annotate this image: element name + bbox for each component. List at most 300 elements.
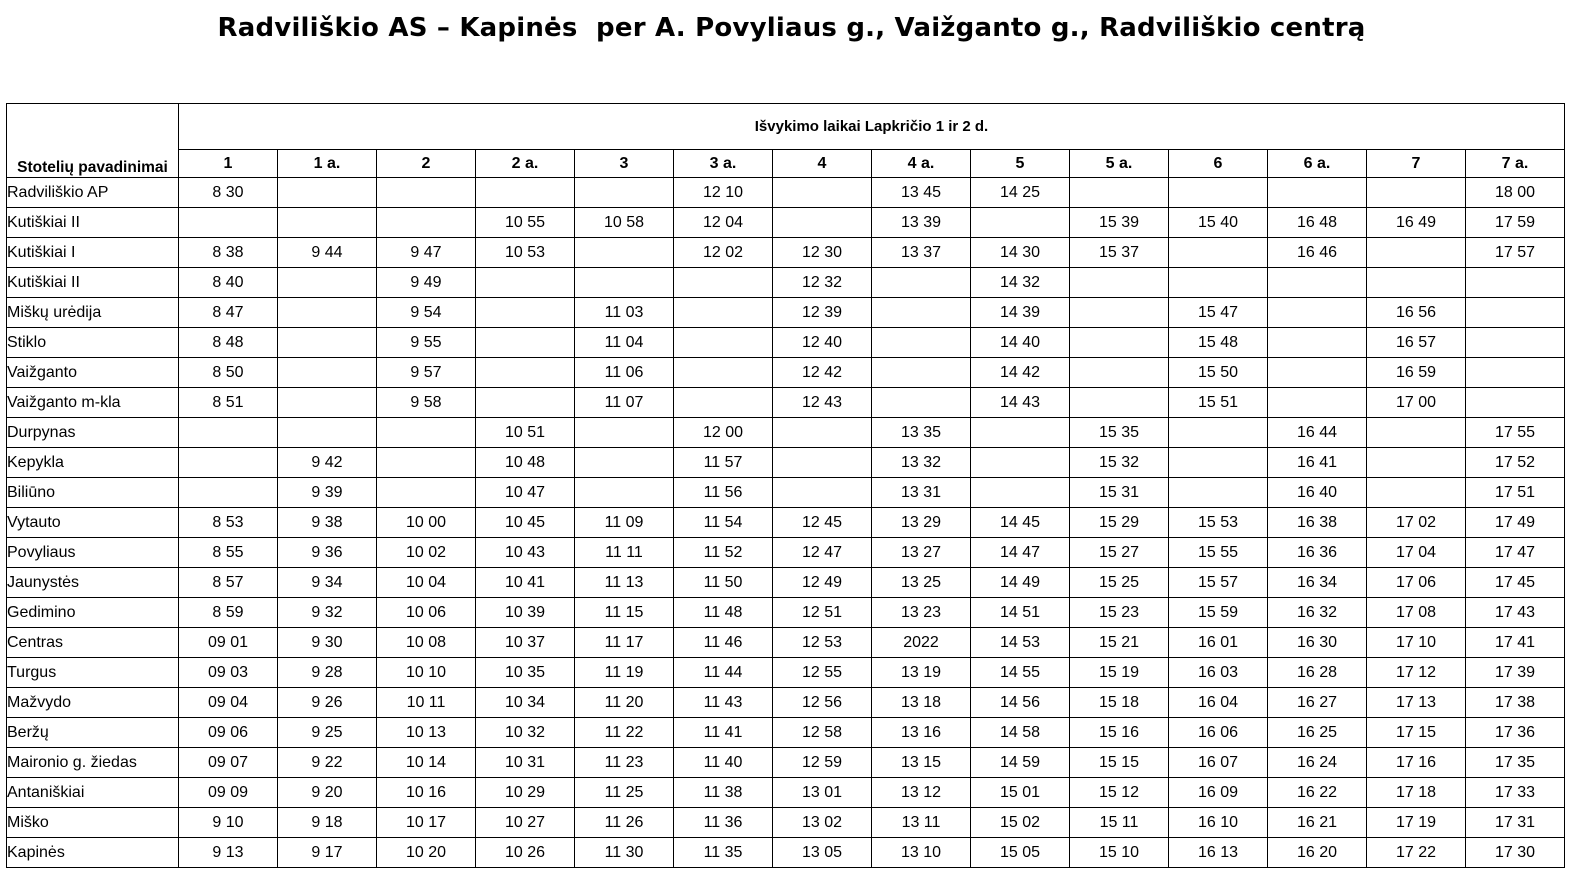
departure-time-cell: 16 07 bbox=[1169, 748, 1268, 778]
trip-column-header: 3 a. bbox=[674, 150, 773, 178]
departure-time-cell bbox=[1466, 358, 1565, 388]
departure-time-cell: 13 16 bbox=[872, 718, 971, 748]
departure-time-cell: 11 41 bbox=[674, 718, 773, 748]
departure-time-cell bbox=[1367, 238, 1466, 268]
departure-time-cell: 8 57 bbox=[179, 568, 278, 598]
departure-time-cell: 17 10 bbox=[1367, 628, 1466, 658]
departure-time-cell: 13 15 bbox=[872, 748, 971, 778]
departure-time-cell: 10 48 bbox=[476, 448, 575, 478]
trip-column-header: 3 bbox=[575, 150, 674, 178]
departure-time-cell: 9 10 bbox=[179, 808, 278, 838]
departure-time-cell bbox=[575, 418, 674, 448]
departure-time-cell: 16 27 bbox=[1268, 688, 1367, 718]
departure-time-cell: 9 58 bbox=[377, 388, 476, 418]
table-row bbox=[7, 838, 1565, 868]
departure-time-cell: 09 09 bbox=[179, 778, 278, 808]
trip-column-header: 7 bbox=[1367, 150, 1466, 178]
stop-name-cell: Durpynas bbox=[7, 418, 179, 448]
departure-time-cell: 15 48 bbox=[1169, 328, 1268, 358]
stop-name-cell: Biliūno bbox=[7, 478, 179, 508]
departure-time-cell: 11 38 bbox=[674, 778, 773, 808]
stop-name-cell: Kutiškiai I bbox=[7, 238, 179, 268]
trip-column-header: 1 bbox=[179, 150, 278, 178]
departure-time-cell: 9 38 bbox=[278, 508, 377, 538]
departure-time-cell: 15 39 bbox=[1070, 208, 1169, 238]
stop-name-cell: Centras bbox=[7, 628, 179, 658]
departure-time-cell: 14 49 bbox=[971, 568, 1070, 598]
departure-time-cell: 16 46 bbox=[1268, 238, 1367, 268]
departure-time-cell: 15 25 bbox=[1070, 568, 1169, 598]
departure-time-cell: 12 42 bbox=[773, 358, 872, 388]
departure-time-cell bbox=[674, 328, 773, 358]
departure-time-cell: 13 19 bbox=[872, 658, 971, 688]
trip-column-header: 4 bbox=[773, 150, 872, 178]
departure-time-cell: 12 39 bbox=[773, 298, 872, 328]
departure-time-cell bbox=[278, 418, 377, 448]
departure-time-cell: 12 10 bbox=[674, 178, 773, 208]
departure-time-cell: 17 45 bbox=[1466, 568, 1565, 598]
departure-time-cell: 9 25 bbox=[278, 718, 377, 748]
stop-name-cell: Gedimino bbox=[7, 598, 179, 628]
departure-time-cell bbox=[1070, 358, 1169, 388]
timetable-body bbox=[7, 178, 1565, 868]
departure-time-cell bbox=[773, 178, 872, 208]
departure-time-cell: 10 26 bbox=[476, 838, 575, 868]
departure-time-cell: 13 45 bbox=[872, 178, 971, 208]
table-row bbox=[7, 358, 1565, 388]
stop-name-cell: Kepykla bbox=[7, 448, 179, 478]
departure-time-cell bbox=[1367, 178, 1466, 208]
departure-time-cell: 17 52 bbox=[1466, 448, 1565, 478]
table-row bbox=[7, 448, 1565, 478]
departure-time-cell: 17 13 bbox=[1367, 688, 1466, 718]
departure-time-cell bbox=[971, 418, 1070, 448]
departure-time-cell: 16 36 bbox=[1268, 538, 1367, 568]
departure-time-cell bbox=[773, 418, 872, 448]
departure-time-cell: 13 32 bbox=[872, 448, 971, 478]
departure-time-cell: 9 39 bbox=[278, 478, 377, 508]
departure-time-cell: 9 17 bbox=[278, 838, 377, 868]
departure-time-cell: 11 20 bbox=[575, 688, 674, 718]
departure-time-cell: 9 20 bbox=[278, 778, 377, 808]
departure-time-cell: 12 58 bbox=[773, 718, 872, 748]
departure-time-cell: 9 28 bbox=[278, 658, 377, 688]
departure-time-cell: 16 48 bbox=[1268, 208, 1367, 238]
departure-time-cell: 10 04 bbox=[377, 568, 476, 598]
departure-time-cell bbox=[1367, 478, 1466, 508]
departure-time-cell: 10 37 bbox=[476, 628, 575, 658]
departure-time-cell: 17 59 bbox=[1466, 208, 1565, 238]
departure-time-cell: 10 39 bbox=[476, 598, 575, 628]
departure-time-cell bbox=[1169, 238, 1268, 268]
departure-time-cell: 12 53 bbox=[773, 628, 872, 658]
departure-time-cell: 15 18 bbox=[1070, 688, 1169, 718]
departure-time-cell bbox=[971, 208, 1070, 238]
departure-time-cell bbox=[476, 358, 575, 388]
departure-time-cell: 12 04 bbox=[674, 208, 773, 238]
departure-time-cell: 11 07 bbox=[575, 388, 674, 418]
departure-time-cell bbox=[575, 238, 674, 268]
departure-time-cell: 11 23 bbox=[575, 748, 674, 778]
departure-time-cell bbox=[1268, 178, 1367, 208]
departure-time-cell: 12 49 bbox=[773, 568, 872, 598]
departure-time-cell: 11 54 bbox=[674, 508, 773, 538]
departure-time-cell bbox=[674, 358, 773, 388]
departure-time-cell: 9 54 bbox=[377, 298, 476, 328]
departure-time-cell: 8 51 bbox=[179, 388, 278, 418]
departure-time-cell: 12 59 bbox=[773, 748, 872, 778]
departure-time-cell bbox=[1268, 328, 1367, 358]
departure-time-cell: 13 25 bbox=[872, 568, 971, 598]
departure-time-cell: 9 44 bbox=[278, 238, 377, 268]
departure-time-cell: 10 32 bbox=[476, 718, 575, 748]
departure-time-cell: 11 52 bbox=[674, 538, 773, 568]
stop-name-cell: Kapinės bbox=[7, 838, 179, 868]
departure-time-cell: 15 31 bbox=[1070, 478, 1169, 508]
departure-times-header: Išvykimo laikai Lapkričio 1 ir 2 d. bbox=[179, 104, 1565, 150]
timetable bbox=[6, 103, 1565, 868]
departure-time-cell: 11 04 bbox=[575, 328, 674, 358]
departure-time-cell: 10 53 bbox=[476, 238, 575, 268]
departure-time-cell: 13 35 bbox=[872, 418, 971, 448]
departure-time-cell: 9 36 bbox=[278, 538, 377, 568]
departure-time-cell: 9 57 bbox=[377, 358, 476, 388]
departure-time-cell: 16 30 bbox=[1268, 628, 1367, 658]
departure-time-cell: 9 32 bbox=[278, 598, 377, 628]
departure-time-cell: 16 13 bbox=[1169, 838, 1268, 868]
departure-time-cell bbox=[674, 298, 773, 328]
departure-time-cell: 16 10 bbox=[1169, 808, 1268, 838]
departure-time-cell: 8 30 bbox=[179, 178, 278, 208]
departure-time-cell: 8 53 bbox=[179, 508, 278, 538]
departure-time-cell bbox=[1169, 448, 1268, 478]
table-row bbox=[7, 628, 1565, 658]
departure-time-cell: 15 47 bbox=[1169, 298, 1268, 328]
trip-column-header: 7 a. bbox=[1466, 150, 1565, 178]
departure-time-cell: 15 05 bbox=[971, 838, 1070, 868]
departure-time-cell: 11 03 bbox=[575, 298, 674, 328]
departure-time-cell bbox=[278, 358, 377, 388]
departure-time-cell: 16 09 bbox=[1169, 778, 1268, 808]
header-row-group bbox=[7, 104, 1565, 150]
departure-time-cell: 17 04 bbox=[1367, 538, 1466, 568]
departure-time-cell: 18 00 bbox=[1466, 178, 1565, 208]
departure-time-cell bbox=[377, 418, 476, 448]
departure-time-cell: 13 29 bbox=[872, 508, 971, 538]
departure-time-cell: 13 23 bbox=[872, 598, 971, 628]
departure-time-cell: 17 31 bbox=[1466, 808, 1565, 838]
stop-name-cell: Kutiškiai II bbox=[7, 208, 179, 238]
departure-time-cell: 11 43 bbox=[674, 688, 773, 718]
page-title: Radviliškio AS – Kapinės per A. Povyliaus g., Vaižganto g., Radviliškio centrą bbox=[217, 13, 1366, 43]
departure-time-cell bbox=[1070, 268, 1169, 298]
departure-time-cell bbox=[773, 478, 872, 508]
departure-time-cell: 15 01 bbox=[971, 778, 1070, 808]
departure-time-cell bbox=[278, 298, 377, 328]
departure-time-cell bbox=[674, 268, 773, 298]
departure-time-cell: 9 30 bbox=[278, 628, 377, 658]
departure-time-cell: 17 38 bbox=[1466, 688, 1565, 718]
departure-time-cell: 11 06 bbox=[575, 358, 674, 388]
departure-time-cell: 15 57 bbox=[1169, 568, 1268, 598]
departure-time-cell: 11 44 bbox=[674, 658, 773, 688]
departure-time-cell bbox=[476, 298, 575, 328]
departure-time-cell: 9 13 bbox=[179, 838, 278, 868]
departure-time-cell: 09 03 bbox=[179, 658, 278, 688]
stop-name-cell: Vaižganto bbox=[7, 358, 179, 388]
departure-time-cell: 10 02 bbox=[377, 538, 476, 568]
table-row bbox=[7, 298, 1565, 328]
table-row bbox=[7, 718, 1565, 748]
departure-time-cell: 14 51 bbox=[971, 598, 1070, 628]
departure-time-cell: 10 10 bbox=[377, 658, 476, 688]
departure-time-cell bbox=[377, 478, 476, 508]
table-row bbox=[7, 568, 1565, 598]
departure-time-cell: 15 35 bbox=[1070, 418, 1169, 448]
table-row bbox=[7, 688, 1565, 718]
stop-name-cell: Turgus bbox=[7, 658, 179, 688]
departure-time-cell: 15 50 bbox=[1169, 358, 1268, 388]
departure-time-cell: 15 27 bbox=[1070, 538, 1169, 568]
departure-time-cell: 17 15 bbox=[1367, 718, 1466, 748]
table-row bbox=[7, 508, 1565, 538]
trip-column-header: 5 a. bbox=[1070, 150, 1169, 178]
departure-time-cell: 17 18 bbox=[1367, 778, 1466, 808]
departure-time-cell: 11 15 bbox=[575, 598, 674, 628]
departure-time-cell bbox=[179, 208, 278, 238]
departure-time-cell: 15 23 bbox=[1070, 598, 1169, 628]
departure-time-cell: 15 59 bbox=[1169, 598, 1268, 628]
departure-time-cell: 16 24 bbox=[1268, 748, 1367, 778]
departure-time-cell bbox=[377, 448, 476, 478]
departure-time-cell: 11 40 bbox=[674, 748, 773, 778]
table-row bbox=[7, 808, 1565, 838]
stop-name-cell: Miško bbox=[7, 808, 179, 838]
departure-time-cell: 17 22 bbox=[1367, 838, 1466, 868]
departure-time-cell bbox=[1268, 358, 1367, 388]
departure-time-cell: 10 11 bbox=[377, 688, 476, 718]
departure-time-cell: 09 01 bbox=[179, 628, 278, 658]
departure-time-cell: 10 51 bbox=[476, 418, 575, 448]
departure-time-cell bbox=[1070, 298, 1169, 328]
departure-time-cell: 13 39 bbox=[872, 208, 971, 238]
departure-time-cell: 17 19 bbox=[1367, 808, 1466, 838]
departure-time-cell bbox=[278, 208, 377, 238]
departure-time-cell: 16 06 bbox=[1169, 718, 1268, 748]
departure-time-cell: 11 25 bbox=[575, 778, 674, 808]
departure-time-cell: 10 41 bbox=[476, 568, 575, 598]
departure-time-cell: 12 02 bbox=[674, 238, 773, 268]
departure-time-cell: 11 30 bbox=[575, 838, 674, 868]
departure-time-cell bbox=[1268, 268, 1367, 298]
departure-time-cell: 11 50 bbox=[674, 568, 773, 598]
departure-time-cell: 13 31 bbox=[872, 478, 971, 508]
trip-column-header: 5 bbox=[971, 150, 1070, 178]
departure-time-cell: 17 39 bbox=[1466, 658, 1565, 688]
departure-time-cell: 15 16 bbox=[1070, 718, 1169, 748]
departure-time-cell: 9 42 bbox=[278, 448, 377, 478]
departure-time-cell: 15 53 bbox=[1169, 508, 1268, 538]
departure-time-cell: 14 45 bbox=[971, 508, 1070, 538]
departure-time-cell: 16 57 bbox=[1367, 328, 1466, 358]
table-row bbox=[7, 658, 1565, 688]
departure-time-cell bbox=[1070, 388, 1169, 418]
departure-time-cell: 17 49 bbox=[1466, 508, 1565, 538]
departure-time-cell: 11 36 bbox=[674, 808, 773, 838]
departure-time-cell: 14 30 bbox=[971, 238, 1070, 268]
departure-time-cell bbox=[872, 358, 971, 388]
departure-time-cell: 11 48 bbox=[674, 598, 773, 628]
departure-time-cell bbox=[1367, 448, 1466, 478]
departure-time-cell bbox=[476, 178, 575, 208]
departure-time-cell: 15 11 bbox=[1070, 808, 1169, 838]
departure-time-cell: 13 18 bbox=[872, 688, 971, 718]
departure-time-cell: 11 57 bbox=[674, 448, 773, 478]
departure-time-cell bbox=[476, 328, 575, 358]
departure-time-cell: 13 01 bbox=[773, 778, 872, 808]
departure-time-cell: 15 21 bbox=[1070, 628, 1169, 658]
departure-time-cell: 11 19 bbox=[575, 658, 674, 688]
stop-name-cell: Maironio g. žiedas bbox=[7, 748, 179, 778]
table-row bbox=[7, 478, 1565, 508]
departure-time-cell: 17 12 bbox=[1367, 658, 1466, 688]
trip-column-header: 6 a. bbox=[1268, 150, 1367, 178]
departure-time-cell: 17 43 bbox=[1466, 598, 1565, 628]
departure-time-cell: 11 22 bbox=[575, 718, 674, 748]
departure-time-cell bbox=[872, 298, 971, 328]
departure-time-cell: 12 47 bbox=[773, 538, 872, 568]
departure-time-cell: 10 08 bbox=[377, 628, 476, 658]
departure-time-cell: 9 47 bbox=[377, 238, 476, 268]
stop-name-cell: Povyliaus bbox=[7, 538, 179, 568]
departure-time-cell: 11 26 bbox=[575, 808, 674, 838]
table-row bbox=[7, 778, 1565, 808]
departure-time-cell bbox=[575, 268, 674, 298]
departure-time-cell: 17 06 bbox=[1367, 568, 1466, 598]
departure-time-cell: 17 33 bbox=[1466, 778, 1565, 808]
departure-time-cell: 10 14 bbox=[377, 748, 476, 778]
departure-time-cell: 16 01 bbox=[1169, 628, 1268, 658]
departure-time-cell bbox=[1466, 388, 1565, 418]
departure-time-cell: 10 45 bbox=[476, 508, 575, 538]
departure-time-cell: 14 39 bbox=[971, 298, 1070, 328]
departure-time-cell bbox=[278, 388, 377, 418]
departure-time-cell: 16 03 bbox=[1169, 658, 1268, 688]
departure-time-cell: 17 08 bbox=[1367, 598, 1466, 628]
departure-time-cell: 17 57 bbox=[1466, 238, 1565, 268]
stop-name-cell: Mažvydo bbox=[7, 688, 179, 718]
departure-time-cell bbox=[1367, 268, 1466, 298]
departure-time-cell: 16 25 bbox=[1268, 718, 1367, 748]
departure-time-cell bbox=[476, 388, 575, 418]
departure-time-cell: 12 56 bbox=[773, 688, 872, 718]
departure-time-cell: 9 18 bbox=[278, 808, 377, 838]
trip-column-header: 6 bbox=[1169, 150, 1268, 178]
departure-time-cell bbox=[1466, 268, 1565, 298]
departure-time-cell: 10 35 bbox=[476, 658, 575, 688]
departure-time-cell: 14 42 bbox=[971, 358, 1070, 388]
departure-time-cell: 12 55 bbox=[773, 658, 872, 688]
stop-name-cell: Miškų urėdija bbox=[7, 298, 179, 328]
departure-time-cell: 10 55 bbox=[476, 208, 575, 238]
departure-time-cell bbox=[1268, 298, 1367, 328]
departure-time-cell bbox=[872, 268, 971, 298]
departure-time-cell: 8 59 bbox=[179, 598, 278, 628]
departure-time-cell: 16 20 bbox=[1268, 838, 1367, 868]
departure-time-cell bbox=[377, 208, 476, 238]
departure-time-cell bbox=[1466, 298, 1565, 328]
departure-time-cell: 16 59 bbox=[1367, 358, 1466, 388]
trip-column-header: 4 a. bbox=[872, 150, 971, 178]
table-row bbox=[7, 538, 1565, 568]
departure-time-cell: 10 00 bbox=[377, 508, 476, 538]
departure-time-cell: 14 47 bbox=[971, 538, 1070, 568]
departure-time-cell: 16 56 bbox=[1367, 298, 1466, 328]
departure-time-cell: 9 49 bbox=[377, 268, 476, 298]
table-row bbox=[7, 418, 1565, 448]
departure-time-cell: 16 40 bbox=[1268, 478, 1367, 508]
table-row bbox=[7, 748, 1565, 778]
departure-time-cell bbox=[179, 448, 278, 478]
stop-name-cell: Kutiškiai II bbox=[7, 268, 179, 298]
departure-time-cell: 10 13 bbox=[377, 718, 476, 748]
departure-time-cell bbox=[278, 268, 377, 298]
departure-time-cell: 10 31 bbox=[476, 748, 575, 778]
departure-time-cell bbox=[377, 178, 476, 208]
trip-column-header: 2 a. bbox=[476, 150, 575, 178]
departure-time-cell bbox=[179, 418, 278, 448]
departure-time-cell: 8 38 bbox=[179, 238, 278, 268]
departure-time-cell: 17 51 bbox=[1466, 478, 1565, 508]
departure-time-cell: 14 53 bbox=[971, 628, 1070, 658]
departure-time-cell: 13 02 bbox=[773, 808, 872, 838]
departure-time-cell: 14 32 bbox=[971, 268, 1070, 298]
departure-time-cell: 11 17 bbox=[575, 628, 674, 658]
departure-time-cell: 9 55 bbox=[377, 328, 476, 358]
departure-time-cell bbox=[1268, 388, 1367, 418]
departure-time-cell: 10 20 bbox=[377, 838, 476, 868]
departure-time-cell: 12 51 bbox=[773, 598, 872, 628]
departure-time-cell: 16 04 bbox=[1169, 688, 1268, 718]
departure-time-cell: 16 21 bbox=[1268, 808, 1367, 838]
stop-names-header: Stotelių pavadinimai bbox=[7, 104, 179, 178]
departure-time-cell: 17 47 bbox=[1466, 538, 1565, 568]
departure-time-cell bbox=[278, 178, 377, 208]
departure-time-cell: 2022 bbox=[872, 628, 971, 658]
departure-time-cell bbox=[674, 388, 773, 418]
departure-time-cell: 09 06 bbox=[179, 718, 278, 748]
departure-time-cell: 09 04 bbox=[179, 688, 278, 718]
departure-time-cell bbox=[1169, 178, 1268, 208]
departure-time-cell: 12 43 bbox=[773, 388, 872, 418]
departure-time-cell: 11 13 bbox=[575, 568, 674, 598]
departure-time-cell: 15 12 bbox=[1070, 778, 1169, 808]
departure-time-cell bbox=[872, 328, 971, 358]
departure-time-cell: 15 32 bbox=[1070, 448, 1169, 478]
departure-time-cell: 13 37 bbox=[872, 238, 971, 268]
departure-time-cell bbox=[1169, 268, 1268, 298]
departure-time-cell: 16 34 bbox=[1268, 568, 1367, 598]
departure-time-cell: 17 55 bbox=[1466, 418, 1565, 448]
departure-time-cell: 8 40 bbox=[179, 268, 278, 298]
departure-time-cell bbox=[773, 448, 872, 478]
departure-time-cell: 10 58 bbox=[575, 208, 674, 238]
departure-time-cell: 14 43 bbox=[971, 388, 1070, 418]
departure-time-cell: 14 58 bbox=[971, 718, 1070, 748]
stop-name-cell: Radviliškio AP bbox=[7, 178, 179, 208]
departure-time-cell: 10 43 bbox=[476, 538, 575, 568]
departure-time-cell: 16 49 bbox=[1367, 208, 1466, 238]
